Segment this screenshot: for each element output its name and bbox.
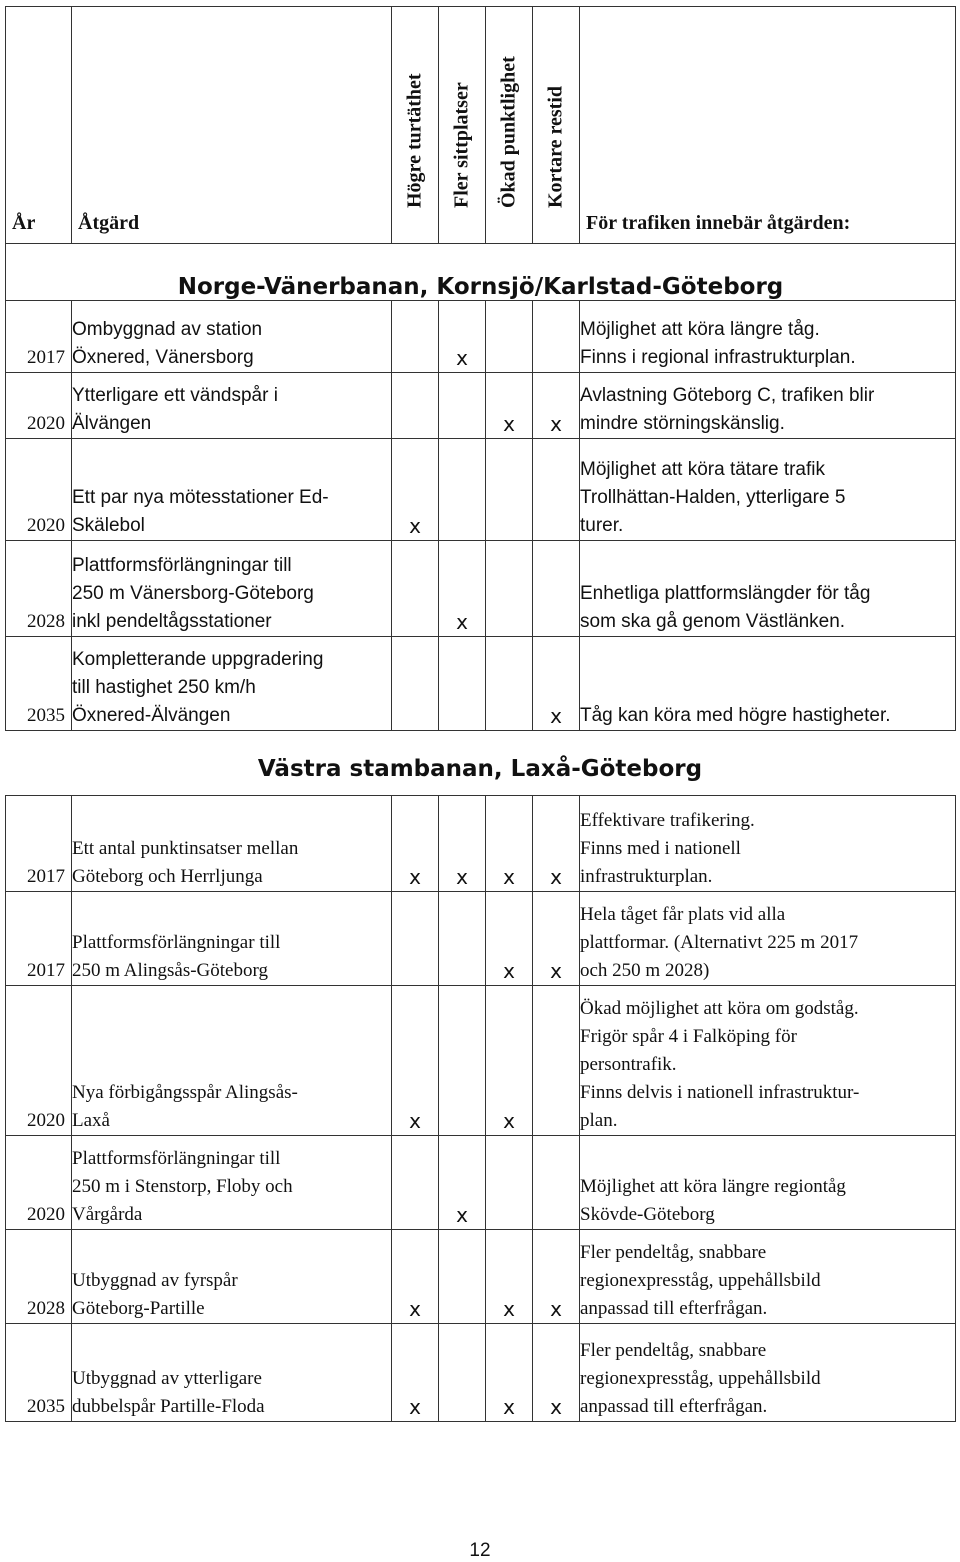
row-action-text: Ett antal punktinsatser mellan Göteborg och Herrljunga <box>72 838 299 887</box>
benefit-mark <box>392 301 439 373</box>
row-year: 2020 <box>6 986 72 1136</box>
benefit-mark <box>533 541 580 637</box>
benefit-mark: x <box>486 1324 533 1422</box>
row-effect <box>580 1136 956 1230</box>
row-effect-text: Tåg kan köra med högre hastigheter. <box>580 705 891 726</box>
benefit-mark: x <box>486 986 533 1136</box>
row-effect <box>580 986 956 1136</box>
page-number: 12 <box>469 1540 491 1561</box>
header-action: Åtgärd <box>72 7 392 244</box>
section-rows <box>6 796 956 1422</box>
benefit-mark <box>533 986 580 1136</box>
row-effect-text: Möjlighet att köra tätare trafik Trollhättan-Halden, ytterligare 5 turer. <box>580 459 846 536</box>
row-year: 2028 <box>6 1230 72 1324</box>
header-benefit-0: Högre turtäthet <box>392 7 439 244</box>
table-row <box>6 1136 956 1230</box>
row-effect-text: Hela tåget får plats vid alla plattformar. (Alternativt 225 m 2017 och 250 m 2028) <box>580 904 859 981</box>
row-action <box>72 796 392 892</box>
benefit-mark <box>486 439 533 541</box>
row-effect <box>580 541 956 637</box>
row-action <box>72 637 392 731</box>
benefit-mark <box>486 301 533 373</box>
benefit-mark: x <box>439 796 486 892</box>
row-action-text: Kompletterande uppgradering till hastighet 250 km/h Öxnered-Älvängen <box>72 649 324 726</box>
row-effect-text: Fler pendeltåg, snabbare regionexpresståg, uppehållsbild anpassad till efterfrågan. <box>580 1242 821 1319</box>
row-action-text: Ett par nya mötesstationer Ed- Skälebol <box>72 487 329 536</box>
row-action-text: Plattformsförlängningar till 250 m i Stenstorp, Floby och Vårgårda <box>72 1148 293 1225</box>
benefit-mark <box>533 439 580 541</box>
benefit-mark: x <box>486 1230 533 1324</box>
row-action <box>72 1324 392 1422</box>
header-benefit-1: Fler sittplatser <box>439 7 486 244</box>
row-effect <box>580 637 956 731</box>
row-year: 2020 <box>6 373 72 439</box>
benefit-mark <box>533 301 580 373</box>
row-effect <box>580 1324 956 1422</box>
row-action <box>72 1136 392 1230</box>
row-action <box>72 439 392 541</box>
benefit-mark <box>439 439 486 541</box>
table-row <box>6 892 956 986</box>
benefit-mark: x <box>533 796 580 892</box>
table-row <box>6 1230 956 1324</box>
benefit-mark <box>392 892 439 986</box>
benefit-mark: x <box>533 637 580 731</box>
table-row <box>6 439 956 541</box>
benefit-mark <box>392 637 439 731</box>
row-action <box>72 986 392 1136</box>
benefit-mark <box>392 373 439 439</box>
benefit-mark: x <box>392 1324 439 1422</box>
benefit-mark <box>533 1136 580 1230</box>
row-effect-text: Enhetliga plattformslängder för tåg som ska gå genom Västlänken. <box>580 583 871 632</box>
row-year: 2035 <box>6 1324 72 1422</box>
benefit-mark <box>439 373 486 439</box>
section-title-row <box>6 244 956 301</box>
row-action <box>72 1230 392 1324</box>
row-year: 2020 <box>6 1136 72 1230</box>
benefit-mark: x <box>392 796 439 892</box>
row-action-text: Plattformsförlängningar till 250 m Alingsås-Göteborg <box>72 932 281 981</box>
header-benefit-3: Kortare restid <box>533 7 580 244</box>
benefit-mark: x <box>439 1136 486 1230</box>
row-effect-text: Effektivare trafikering. Finns med i nationell infrastrukturplan. <box>580 810 755 887</box>
benefit-mark: x <box>533 892 580 986</box>
benefit-mark: x <box>533 373 580 439</box>
benefit-mark <box>439 892 486 986</box>
row-action <box>72 301 392 373</box>
benefit-mark <box>439 1324 486 1422</box>
row-effect-text: Fler pendeltåg, snabbare regionexpresståg, uppehållsbild anpassad till efterfrågan. <box>580 1340 821 1417</box>
header-effect: För trafiken innebär åtgärden: <box>580 7 956 244</box>
benefit-mark <box>392 541 439 637</box>
benefit-mark: x <box>533 1230 580 1324</box>
table-row <box>6 986 956 1136</box>
row-effect <box>580 796 956 892</box>
row-year: 2017 <box>6 892 72 986</box>
header-row <box>6 7 956 244</box>
row-effect <box>580 1230 956 1324</box>
table-row <box>6 301 956 373</box>
section-rows <box>6 301 956 731</box>
row-year: 2017 <box>6 301 72 373</box>
row-effect <box>580 439 956 541</box>
table-row <box>6 1324 956 1422</box>
schedule-table-1 <box>5 6 956 731</box>
row-effect-text: Avlastning Göteborg C, trafiken blir mindre störningskänslig. <box>580 385 875 434</box>
row-year: 2035 <box>6 637 72 731</box>
benefit-mark: x <box>486 796 533 892</box>
row-effect <box>580 892 956 986</box>
section-title: Västra stambanan, Laxå-Göteborg <box>257 756 703 782</box>
benefit-mark: x <box>392 986 439 1136</box>
section-title: Norge-Vänerbanan, Kornsjö/Karlstad-Göteborg <box>6 244 956 301</box>
row-action-text: Utbyggnad av ytterligare dubbelspår Partille-Floda <box>72 1368 265 1417</box>
row-action-text: Utbyggnad av fyrspår Göteborg-Partille <box>72 1270 238 1319</box>
row-action-text: Plattformsförlängningar till 250 m Vänersborg-Göteborg inkl pendeltågsstationer <box>72 555 314 632</box>
benefit-mark <box>392 1136 439 1230</box>
row-effect <box>580 373 956 439</box>
row-effect-text: Möjlighet att köra längre regiontåg Skövde-Göteborg <box>580 1176 846 1225</box>
benefit-mark: x <box>439 541 486 637</box>
benefit-mark <box>439 637 486 731</box>
benefit-mark: x <box>533 1324 580 1422</box>
row-effect-text: Möjlighet att köra längre tåg. Finns i regional infrastrukturplan. <box>580 319 856 368</box>
row-action-text: Ombyggnad av station Öxnered, Vänersborg <box>72 319 263 368</box>
table-row <box>6 373 956 439</box>
row-year: 2028 <box>6 541 72 637</box>
row-action <box>72 541 392 637</box>
row-year: 2017 <box>6 796 72 892</box>
benefit-mark: x <box>439 301 486 373</box>
benefit-mark: x <box>486 373 533 439</box>
benefit-mark <box>439 1230 486 1324</box>
row-action <box>72 892 392 986</box>
table-row <box>6 796 956 892</box>
table-row <box>6 541 956 637</box>
row-action <box>72 373 392 439</box>
row-effect-text: Ökad möjlighet att köra om godståg. Frigör spår 4 i Falköping för persontrafik. Finns delvis i nationell infrastruktur- plan. <box>580 998 860 1131</box>
row-effect <box>580 301 956 373</box>
table-row <box>6 637 956 731</box>
benefit-mark: x <box>392 439 439 541</box>
benefit-mark <box>486 541 533 637</box>
benefit-mark <box>439 986 486 1136</box>
header-benefit-2: Ökad punktlighet <box>486 7 533 244</box>
benefit-mark: x <box>392 1230 439 1324</box>
schedule-table-2 <box>5 795 956 1422</box>
row-action-text: Nya förbigångsspår Alingsås- Laxå <box>72 1082 298 1131</box>
row-action-text: Ytterligare ett vändspår i Älvängen <box>72 385 278 434</box>
header-year: År <box>6 7 72 244</box>
benefit-mark <box>486 1136 533 1230</box>
benefit-mark: x <box>486 892 533 986</box>
benefit-mark <box>486 637 533 731</box>
row-year: 2020 <box>6 439 72 541</box>
